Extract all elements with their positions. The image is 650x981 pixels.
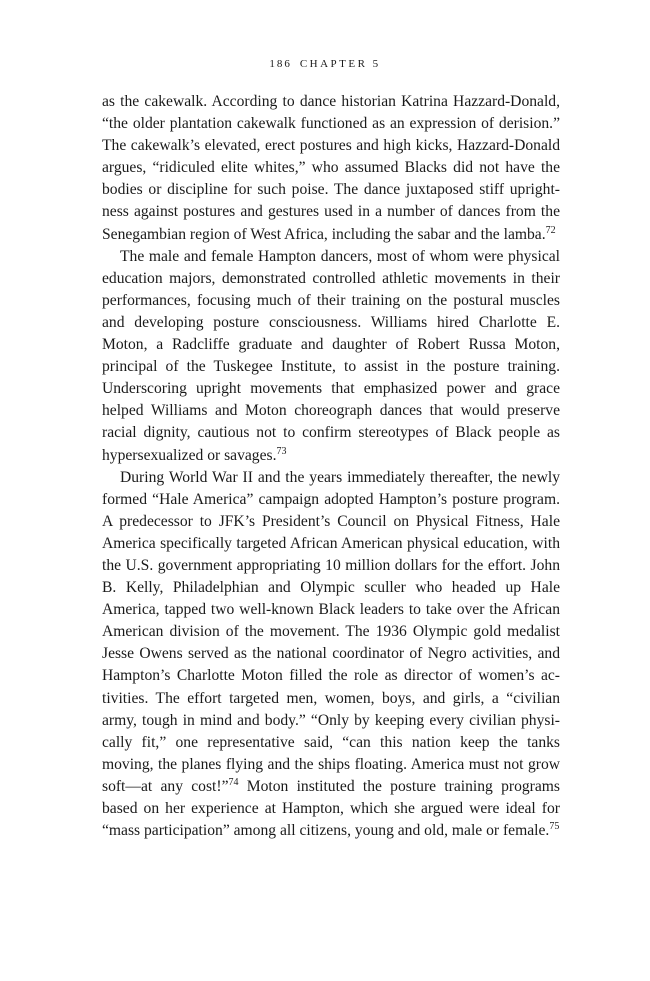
body-text	[102, 91, 560, 842]
paragraph-3	[102, 467, 560, 843]
paragraph-text: During World War II and the years immediately thereafter, the newly formed “Hale America” campaign adopted Hampton’s posture program. A predecessor to JFK’s President’s Council on Physical Fitness, Hale America specifically targeted African American physical education, with the U.S. government appropriating 10 million dollars for the effort. John B. Kelly, Philadelphian and Olympic sculler who headed up Hale America, tapped two well-known Black leaders to take over the African American division of the movement. The 1936 Olympic gold medalist Jesse Owens served as the national coordinator of Negro activities, and Hampton’s Charlotte Moton filled the role as director of women’s activities. The effort targeted men, women, boys, and girls, a “civilian army, tough in mind and body.” “Only by keeping every civilian physically fit,” one representative said, “can this nation keep the tanks moving, the planes flying and the ships floating. America must not grow soft—at any cost!”	[102, 468, 560, 795]
paragraph-1	[102, 91, 560, 246]
footnote-ref[interactable]: 73	[276, 445, 287, 457]
page-number: 186	[269, 58, 292, 70]
paragraph-text: The male and female Hampton dancers, most of whom were physical education majors, demonstrated controlled athletic movements in their performances, focusing much of their training on the postural muscles and developing posture consciousness. Williams hired Charlotte E. Moton, a Radcliffe graduate and daughter of Robert Russa Moton, principal of the Tuskegee Institute, to assist in the posture training. Underscoring upright movements that emphasized power and grace helped Williams and Moton choreograph dances that would preserve racial dignity, cautious not to confirm stereotypes of Black people as hypersexualized or savages.	[102, 247, 560, 464]
footnote-ref[interactable]: 75	[549, 821, 560, 833]
paragraph-text: Moton instituted the posture training programs based on her experience at Hampton, which she argued were ideal for “mass participation” among all citizens, young and old, male or female.	[102, 777, 560, 840]
footnote-ref[interactable]: 72	[545, 224, 556, 236]
paragraph-text: as the cakewalk. According to dance historian Katrina Hazzard-Donald, “the older plantation cakewalk functioned as an expression of derision.” The cakewalk’s elevated, erect postures and high kicks, Hazzard-Donald argues, “ridiculed elite whites,” who assumed Blacks did not have the bodies or discipline for such poise. The dance juxtaposed stiff uprightness against postures and gestures used in a number of dances from the Senegambian region of West Africa, including the sabar and the lamba.	[102, 93, 560, 243]
paragraph-2	[102, 246, 560, 467]
footnote-ref[interactable]: 74	[228, 776, 239, 788]
running-head	[0, 58, 650, 70]
chapter-label: CHAPTER 5	[299, 58, 381, 70]
